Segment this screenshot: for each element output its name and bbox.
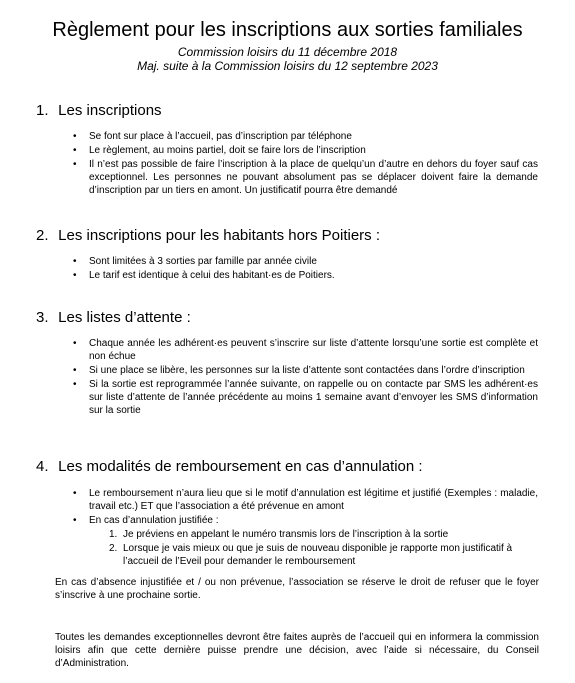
list-item: • Si la sortie est reprogrammée l’année suivante, on rappelle ou on contacte par SMS les adhérent·es sur liste d’attente de l’année précédente au moins 1 semaine avant d’envoyer les SMS d’information sur la sortie bbox=[73, 378, 538, 417]
list-item: • Il n’est pas possible de faire l’inscription à la place de quelqu’un d’autre en dehors du foyer sauf cas exceptionnel. Les personnes ne pouvant absolument pas se déplacer doivent faire la demande d’inscription par un tiers en amont. Un justificatif pourra être demandé bbox=[73, 158, 538, 197]
list-item: • Si une place se libère, les personnes sur la liste d’attente sont contactées dans l’ordre d’inscription bbox=[73, 364, 538, 377]
sub-list-text: Lorsque je vais mieux ou que je suis de nouveau disponible je rapporte mon justificatif à l’accueil de l’Eveil pour demander le remboursement bbox=[123, 543, 513, 567]
page-title: Règlement pour les inscriptions aux sorties familiales bbox=[52, 19, 523, 41]
section-title: Les inscriptions pour les habitants hors Poitiers : bbox=[58, 227, 380, 244]
absence-paragraph: En cas d’absence injustifiée et / ou non prévenue, l’association se réserve le droit de refuser que le foyer s’inscrive à une prochaine sortie. bbox=[55, 577, 539, 601]
list-item: • Le règlement, au moins partiel, doit se faire lors de l’inscription bbox=[73, 144, 538, 157]
sub-list-text: Je préviens en appelant le numéro transmis lors de l’inscription à la sortie bbox=[123, 529, 449, 540]
section-4-heading bbox=[36, 458, 423, 476]
list-item bbox=[73, 514, 538, 568]
sub-list-number: 1. bbox=[109, 529, 118, 540]
section-2-heading bbox=[36, 227, 380, 245]
section-2-list bbox=[73, 255, 538, 283]
section-4-list bbox=[73, 487, 538, 569]
list-item: • Le tarif est identique à celui des habitant·es de Poitiers. bbox=[73, 269, 538, 282]
section-1-list bbox=[73, 130, 538, 198]
exceptional-requests-paragraph: Toutes les demandes exceptionnelles devront être faites auprès de l’accueil qui en informera la commission loisirs afin que cette dernière puisse prendre une décision, avec l’aide si nécessaire, du Conseil d’Administration. bbox=[55, 632, 539, 669]
sub-list-number: 2. bbox=[109, 543, 118, 554]
list-item-text: En cas d’annulation justifiée : bbox=[89, 515, 219, 526]
section-number: 1. bbox=[36, 102, 49, 119]
section-number: 4. bbox=[36, 458, 49, 475]
subtitle-update-date: Maj. suite à la Commission loisirs du 12 septembre 2023 bbox=[137, 59, 438, 73]
sub-list bbox=[89, 528, 538, 568]
list-item: • Sont limitées à 3 sorties par famille par année civile bbox=[73, 255, 538, 268]
section-1-heading bbox=[36, 102, 162, 120]
section-number: 3. bbox=[36, 309, 49, 326]
list-item: • Se font sur place à l’accueil, pas d’inscription par téléphone bbox=[73, 130, 538, 143]
section-title: Les listes d’attente : bbox=[58, 309, 191, 326]
section-3-list bbox=[73, 337, 538, 418]
section-title: Les inscriptions bbox=[58, 102, 162, 119]
list-item: • Chaque année les adhérent·es peuvent s’inscrire sur liste d’attente lorsqu’une sortie est complète et non échue bbox=[73, 337, 538, 363]
sub-list-item bbox=[89, 542, 538, 568]
section-number: 2. bbox=[36, 227, 49, 244]
sub-list-item bbox=[89, 528, 538, 541]
section-title: Les modalités de remboursement en cas d’annulation : bbox=[58, 458, 423, 475]
subtitle-commission-date: Commission loisirs du 11 décembre 2018 bbox=[177, 45, 398, 59]
section-3-heading bbox=[36, 309, 191, 327]
list-item: • Le remboursement n’aura lieu que si le motif d’annulation est légitime et justifié (Exemples : maladie, travail etc.) ET que l’association a été prévenue en amont bbox=[73, 487, 538, 513]
